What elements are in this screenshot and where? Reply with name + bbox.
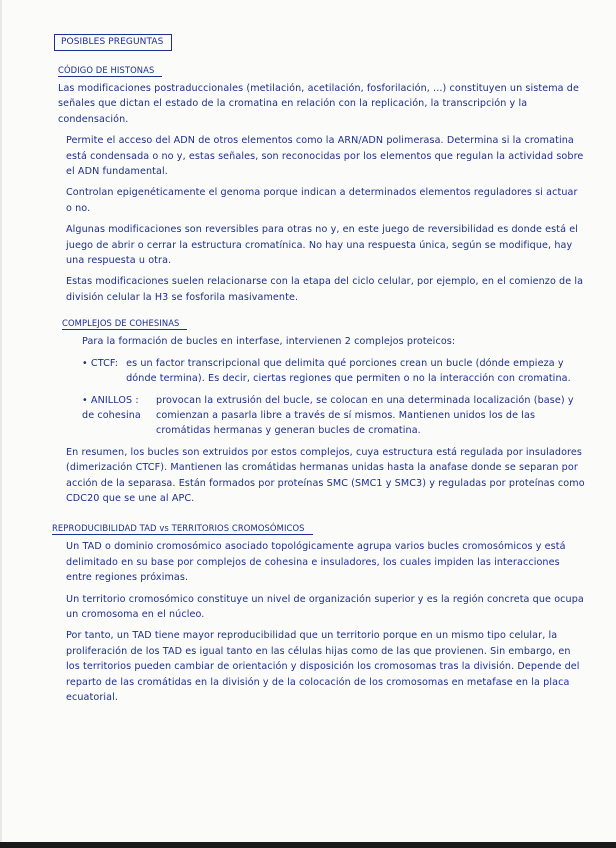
paragraph: En resumen, los bucles son extruidos por estos complejos, cuya estructura está regulada por insuladores (dimerización CTCF). Mantienen las cromátidas hermanas unidas hasta la anafase donde se separan por acción de la separasa. Están formados por proteínas SMC (SMC1 y SMC3) y reguladas por proteínas como CDC20 que se une al APC. xyxy=(66,446,585,504)
bullet-label: • CTCF: xyxy=(82,357,119,369)
bullet-text: provocan la extrusión del bucle, se colocan en una determinada localización (base) y comienzan a pasarla libre a través de sí mismos. Mantienen unidos los de las cromátidas hermanas y generan bucles de cromatina. xyxy=(156,394,574,437)
section-title-reproducibilidad: REPRODUCIBILIDAD TAD vs TERRITORIOS CROMOSÓMICOS xyxy=(52,522,313,535)
section-complejos-cohesinas xyxy=(58,311,586,506)
section-codigo-histonas xyxy=(58,63,586,305)
paragraph: Un territorio cromosómico constituye un nivel de organización superior y es la región concreta que ocupa un cromosoma en el núcleo. xyxy=(66,593,584,620)
bullet-item-anillos xyxy=(82,393,586,439)
paragraph: Por tanto, un TAD tiene mayor reproducibilidad que un territorio porque en un mismo tipo celular, la proliferación de los TAD es igual tanto en las células hijas como de las que provienen. Sin embargo, en los territorios pueden cambiar de orientación y disposición los cromosomas tras la división. Depende del reparto de las cromátidas en la división y de la colocación de los cromosomas en metafase en la placa ecuatorial. xyxy=(66,630,580,703)
paragraph: Permite el acceso del ADN de otros elementos como la ARN/ADN polimerasa. Determina si la cromatina está condensada o no y, estas señales, son reconocidas por los elementos que regulan la actividad sobre el ADN fundamental. xyxy=(66,135,584,178)
bullet-label: • ANILLOS : de cohesina xyxy=(82,394,141,421)
paragraph: Las modificaciones postraduccionales (metilación, acetilación, fosforilación, ...) constituyen un sistema de señales que dictan el estado de la cromatina en relación con la replicación, la transcripción y la condensación. xyxy=(58,83,580,125)
paragraph: Un TAD o dominio cromosómico asociado topológicamente agrupa varios bucles cromosómicos y está delimitado en su base por complejos de cohesina e insuladores, los cuales impiden las interacciones entre regiones próximas. xyxy=(66,541,566,584)
page-header-label: POSIBLES PREGUNTAS xyxy=(54,34,172,51)
paragraph: Controlan epigenéticamente el genoma porque indican a determinados elementos reguladores si actuar o no. xyxy=(66,187,578,214)
paragraph: Estas modificaciones suelen relacionarse con la etapa del ciclo celular, por ejemplo, en el comienzo de la división celular la H3 se fosforila masivamente. xyxy=(66,276,584,303)
paragraph: Algunas modificaciones son reversibles para otras no y, en este juego de reversibilidad es donde está el juego de abrir o cerrar la estructura cromatínica. No hay una respuesta única, según se modifique, hay una respuesta u otra. xyxy=(66,224,579,267)
bullet-item-ctcf xyxy=(82,356,586,387)
section-title-complejos: COMPLEJOS DE COHESINAS xyxy=(62,317,187,330)
section-reproducibilidad xyxy=(52,512,586,705)
paragraph: Para la formación de bucles en interfase, intervienen 2 complejos proteicos: xyxy=(82,336,456,348)
bullet-text: es un factor transcripcional que delimita qué porciones crean un bucle (dónde empieza y dónde termina). Es decir, ciertas regiones que permiten o no la interacción con cromatina. xyxy=(126,357,571,385)
section-title-codigo: CÓDIGO DE HISTONAS xyxy=(58,64,162,77)
scan-bottom-edge xyxy=(0,842,616,848)
